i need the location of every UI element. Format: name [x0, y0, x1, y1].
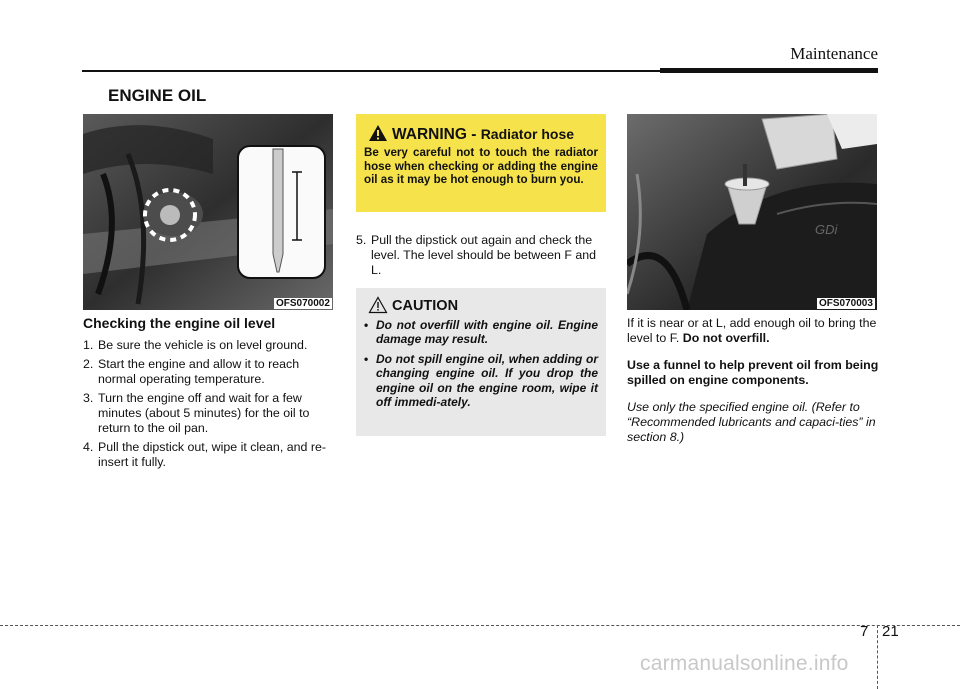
oil-funnel-photo [627, 114, 877, 310]
warning-box [356, 114, 606, 212]
column-1 [83, 316, 335, 474]
subhead-checking-oil: Checking the engine oil level [83, 315, 276, 331]
section-title: ENGINE OIL [108, 86, 207, 105]
svg-text:GDi: GDi [815, 222, 838, 237]
figure-code-left: OFS070002 [276, 298, 330, 309]
step-item: 4. Pull the dipstick out, wipe it clean, and re-insert it fully. [83, 440, 326, 469]
header-rule-accent [660, 68, 878, 73]
figure-code-right: OFS070003 [819, 298, 873, 309]
column-2 [356, 233, 606, 282]
footer-divider [877, 625, 878, 689]
caution-item: • Do not spill engine oil, when adding or changing engine oil. If you drop the engine oil on the engine room, wipe it off immedi-ately. [364, 351, 598, 410]
caution-list [364, 318, 598, 414]
warning-triangle-icon [368, 124, 388, 142]
column-3 [627, 316, 879, 445]
step-item: 1. Be sure the vehicle is on level ground. [83, 338, 308, 352]
watermark: carmanualsonline.info [640, 652, 849, 675]
caution-box [356, 288, 606, 436]
warning-text: Be very careful not to touch the radiator hose when checking or adding the engine oil as it may be hot enough to burn you. [364, 146, 598, 187]
step-item: 5. Pull the dipstick out again and check the level. The level should be between F and L. [356, 233, 597, 277]
caution-item: • Do not overfill with engine oil. Engine damage may result. [364, 318, 598, 347]
caution-triangle-icon [368, 296, 388, 314]
footer-rule [0, 625, 960, 626]
running-header: Maintenance [790, 44, 878, 63]
paragraph-add-oil: If it is near or at L, add enough oil to bring the level to F. Do not overfill. [627, 316, 877, 345]
warning-title: WARNING - Radiator hose [392, 126, 575, 143]
chapter-number: 7 [860, 623, 869, 640]
page-number: 21 [882, 623, 899, 640]
paragraph-specified-oil: Use only the specified engine oil. (Refer to “Recommended lubricants and capaci-ties” in section 8.) [627, 400, 876, 444]
caution-title: CAUTION [392, 298, 459, 314]
dipstick-photo [83, 114, 333, 310]
step-item: 2. Start the engine and allow it to reach normal operating temperature. [83, 357, 300, 386]
paragraph-funnel: Use a funnel to help prevent oil from being spilled on engine components. [627, 358, 879, 387]
steps-list [83, 338, 335, 470]
step-item: 3. Turn the engine off and wait for a few minutes (about 5 minutes) for the oil to return to the oil pan. [83, 391, 310, 435]
